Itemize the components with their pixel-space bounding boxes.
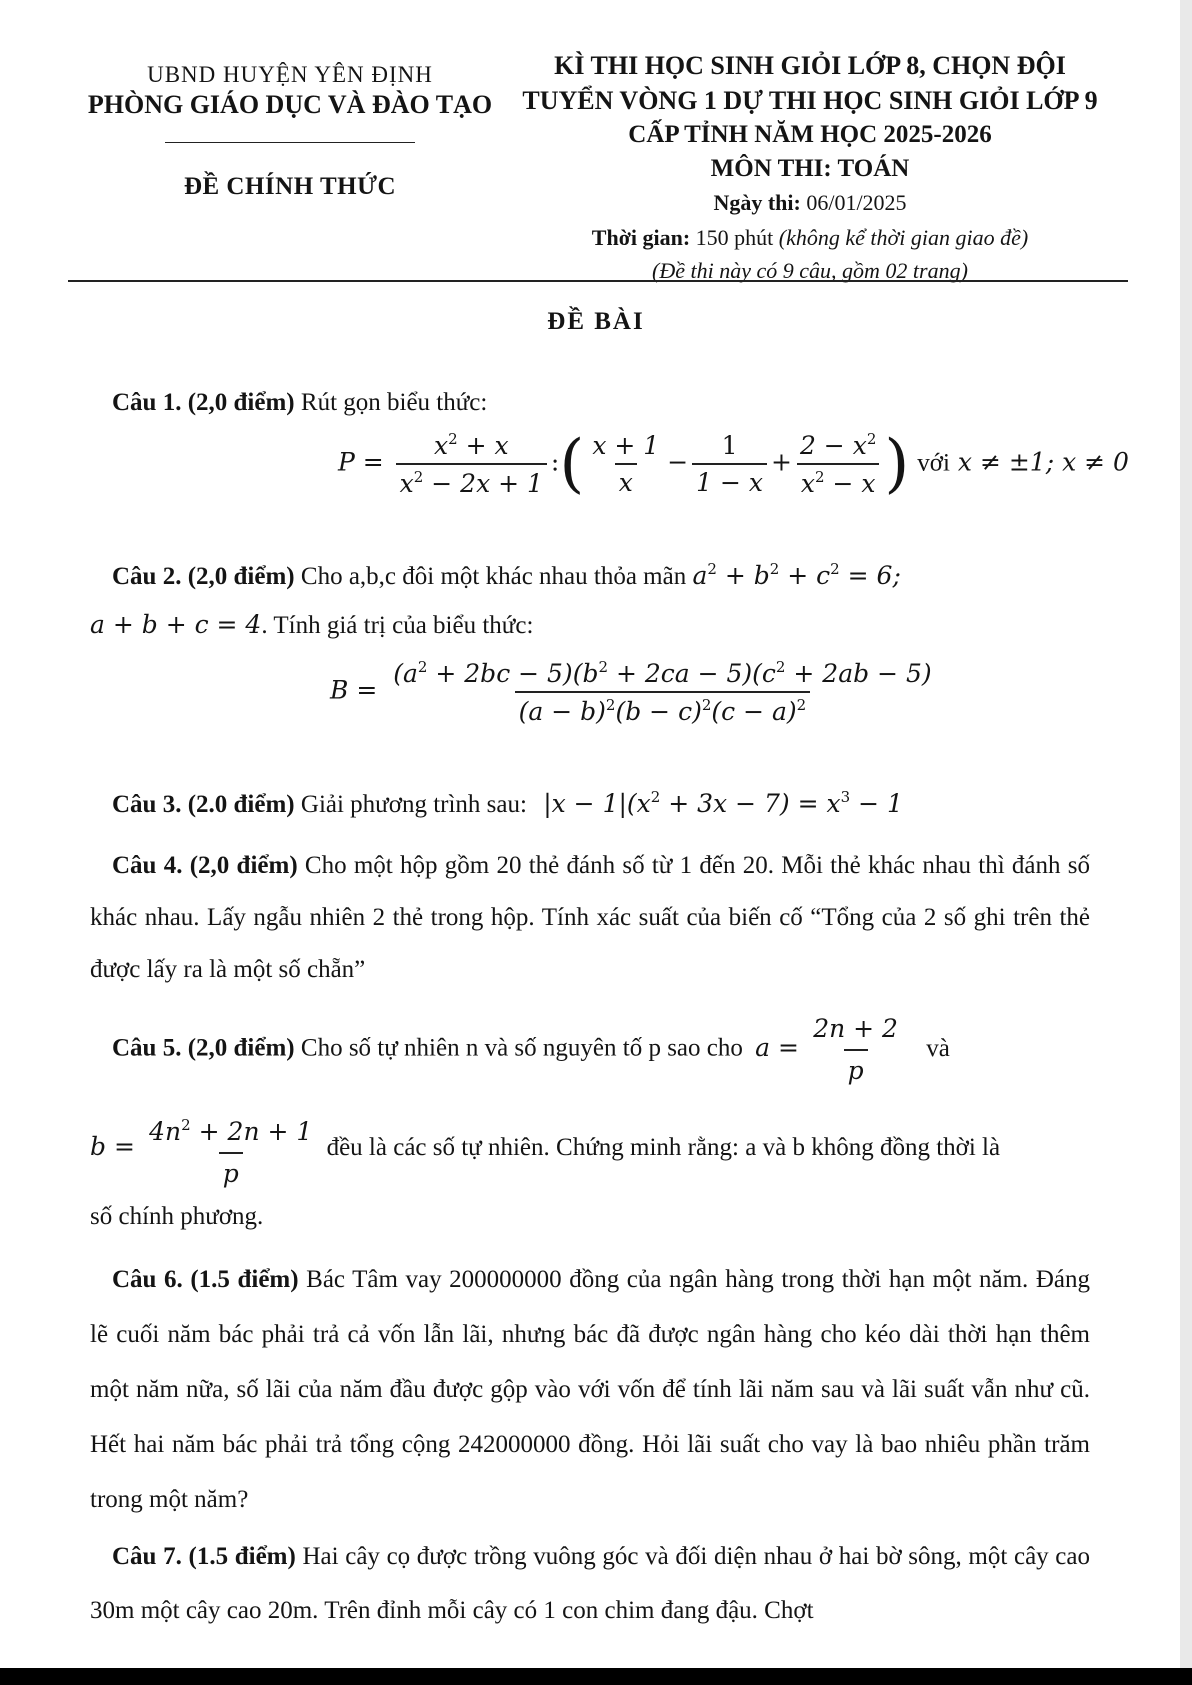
q5-fraction-b: $\frac{4n^2 + 2n + 1}{p}$ (145, 1108, 316, 1191)
q1-fraction-2: $\frac{x + 1}{x}$ (592, 431, 660, 497)
question-5-text-c: số chính phương. (90, 1203, 264, 1230)
exam-duration (500, 220, 1120, 256)
question-3: Câu 3. (2.0 điểm) Giải phương trình sau: $|x - 1|(x^2 + 3x - 7) = x^3 - 1$ (112, 788, 903, 818)
question-4-text: Cho một hộp gồm 20 thẻ đánh số từ 1 đến 20. Mỗi thẻ khác nhau thì đánh số khác nhau. Lấy ngẫu nhiên 2 thẻ trong hộp. Tính xác suất của biến cố “Tổng của 2 số ghi trên thẻ được lấy ra là một số chẵn” (90, 852, 1090, 983)
page-edge-shadow (1180, 0, 1192, 1670)
question-4-label: Câu 4. (2,0 điểm) (112, 852, 298, 879)
issuer-block (60, 62, 520, 201)
question-3-text: Giải phương trình sau: (300, 791, 527, 818)
exam-title-line3: CẤP TỈNH NĂM HỌC 2025-2026 (628, 121, 992, 148)
q1-left-paren: ( (559, 427, 585, 501)
question-5-line-2: b = $\frac{4n^2 + 2n + 1}{p}$ đều là các số tự nhiên. Chứng minh rằng: a và b không đồng thời là (90, 1108, 1110, 1191)
time-note: (không kể thời gian giao đề) (778, 225, 1029, 250)
question-2-line-2: a + b + c = 4. Tính giá trị của biểu thức: (90, 610, 534, 639)
page-title: ĐỀ BÀI (547, 308, 645, 335)
question-6-label: Câu 6. (1.5 điểm) (112, 1266, 299, 1293)
date-value: 06/01/2025 (806, 190, 907, 215)
question-5-line-3 (90, 1200, 263, 1234)
question-5: Câu 5. (2,0 điểm) Cho số tự nhiên n và số nguyên tố p sao cho a = $\frac{2n + 2}{p}$ và (112, 1012, 1112, 1088)
official-label: ĐỀ CHÍNH THỨC (183, 173, 397, 200)
question-7-label: Câu 7. (1.5 điểm) (112, 1543, 296, 1570)
q1-with: với (917, 449, 950, 477)
question-1-text: Rút gọn biểu thức: (300, 389, 488, 416)
exam-title-line1: KÌ THI HỌC SINH GIỎI LỚP 8, CHỌN ĐỘI (554, 51, 1066, 80)
q5-fraction-a: $\frac{2n + 2}{p}$ (809, 1012, 902, 1088)
district-name: UBND HUYỆN YÊN ĐỊNH (147, 62, 433, 87)
question-5-text-a: Cho số tự nhiên n và số nguyên tố p sao cho (300, 1034, 743, 1062)
question-1 (112, 386, 487, 420)
question-2-formula: B = $\frac{(a^2 + 2bc - 5)(b^2 + 2ca - 5)(c^2 + 2ab - 5)}{(a - b)^2(b - c)^2(c - a)^2}$ (330, 658, 940, 726)
question-2-label: Câu 2. (2,0 điểm) (112, 563, 295, 590)
question-5-label: Câu 5. (2,0 điểm) (112, 1034, 295, 1062)
question-5-and: và (926, 1034, 950, 1062)
q1-fraction-1: $\frac{x^2 + x}{x^2 - 2x + 1}$ (396, 430, 547, 498)
question-5-text-b: đều là các số tự nhiên. Chứng minh rằng: a và b không đồng thời là (326, 1134, 1001, 1162)
question-7-text: Hai cây cọ được trồng vuông góc và đối diện nhau ở hai bờ sông, một cây cao 30m một cây cao 20m. Trên đỉnh mỗi cây có 1 con chim đang đậu. Chợt (90, 1543, 1090, 1624)
exam-info-block (500, 48, 1120, 286)
pages-note: (Đề thi này có 9 câu, gồm 02 trang) (652, 258, 968, 283)
question-6 (90, 1252, 1090, 1527)
issuer-underline (165, 142, 415, 143)
q2-fraction: $\frac{(a^2 + 2bc - 5)(b^2 + 2ca - 5)(c^2 + 2ab - 5)}{(a - b)^2(b - c)^2(c - a)^2}$ (393, 658, 932, 726)
q1-fraction-3: $\frac{1}{1 - x}$ (692, 431, 767, 497)
time-label: Thời gian: (591, 225, 691, 250)
question-6-text: Bác Tâm vay 200000000 đồng của ngân hàng trong thời hạn một năm. Đáng lẽ cuối năm bác phải trả cả vốn lẫn lãi, nhưng bác đã được ngân hàng cho kéo dài thời hạn thêm một năm nữa, số lãi của năm đầu được gộp vào với vốn để tính lãi năm sau và lãi suất vẫn như cũ. Hết hai năm bác phải trả tổng cộng 242000000 đồng. Hỏi lãi suất cho vay là bao nhiêu phần trăm trong một năm? (90, 1266, 1091, 1513)
header-divider (68, 280, 1128, 282)
question-2-text-a: Cho a,b,c đôi một khác nhau thỏa mãn (300, 563, 687, 590)
question-7 (90, 1530, 1090, 1638)
question-4 (90, 840, 1090, 996)
q1-fraction-4: $\frac{2 - x^2}{x^2 - x}$ (796, 430, 880, 498)
question-1-label: Câu 1. (2,0 điểm) (112, 389, 295, 416)
exam-date (500, 186, 1120, 220)
question-2: Câu 2. (2,0 điểm) Cho a,b,c đôi một khác nhau thỏa mãn $a^2 + b^2 + c^2 = 6$; (112, 560, 901, 590)
time-value: 150 phút (695, 225, 774, 250)
scan-bottom-border (0, 1668, 1192, 1685)
question-3-label: Câu 3. (2.0 điểm) (112, 791, 295, 818)
exam-title-line2: TUYỂN VÒNG 1 DỰ THI HỌC SINH GIỎI LỚP 9 (522, 86, 1098, 115)
q1-right-paren: ) (884, 427, 910, 501)
question-1-formula: P = $\frac{x^2 + x}{x^2 - 2x + 1}$ :( $\frac{x + 1}{x}$ − $\frac{1}{1 - x}$ + $\frac{2 - x^2}{x^2 - x}$ ) với x ≠ ±1; x ≠ 0 (338, 427, 1129, 501)
question-2-text-b: . Tính giá trị của biểu thức: (261, 612, 534, 639)
subject: MÔN THI: TOÁN (710, 155, 910, 182)
department-name: PHÒNG GIÁO DỤC VÀ ĐÀO TẠO (87, 90, 493, 119)
date-label: Ngày thi: (713, 190, 801, 215)
